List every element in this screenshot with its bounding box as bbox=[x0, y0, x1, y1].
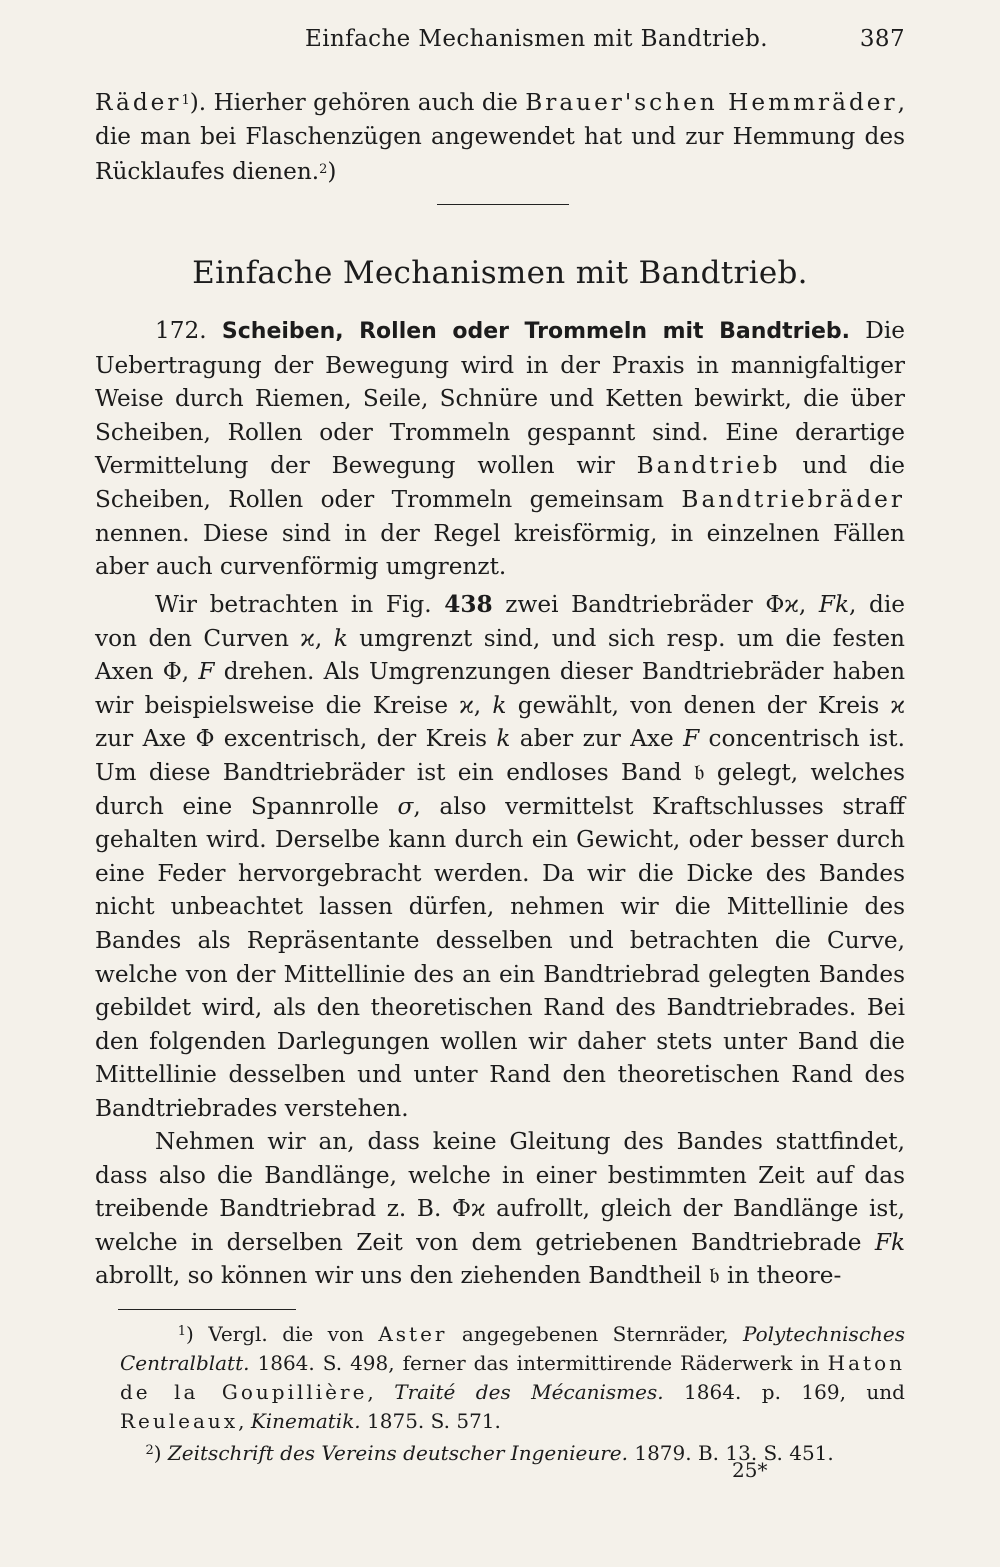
paragraph-number: 172. bbox=[155, 317, 207, 344]
term-bandtriebraeder: Bandtriebräder bbox=[681, 485, 905, 513]
paragraph-no-slip: Nehmen wir an, dass keine Gleitung des Bandes stattfindet, dass also die Bandlänge, welche in einer bestimmten Zeit auf das treibende Bandtriebrad z. B. Φϰ aufrollt, gleich der Bandlänge ist, welche in derselben Zeit von dem getriebenen Bandtriebrade Fk abrollt, so können wir uns den ziehenden Bandtheil 𝔟 in theore- bbox=[95, 1128, 905, 1290]
paragraph-172: 172. Scheiben, Rollen oder Trommeln mit Bandtrieb. Die Uebertragung der Bewegung wird in der Praxis in mannigfaltiger Weise durch Riemen, Seile, Schnüre und Ketten bewirkt, die über Scheiben, Rollen oder Trommeln gespannt sind. Eine derartige Vermittelung der Bewegung wollen wir Bandtrieb und die Scheiben, Rollen oder Trommeln gemeinsam Bandtriebräder nennen. Diese sind in der Regel kreisförmig, in einzelnen Fällen aber auch curvenförmig umgrenzt. bbox=[95, 317, 906, 581]
intro-paragraph: Räder$^1$). Hierher gehören auch die Brauer'schen Hemmräder, die man bei Flaschenzügen angewendet hat und zur Hemmung des Rücklaufes dienen.$^2$) bbox=[95, 89, 905, 186]
footnote-divider bbox=[118, 1309, 296, 1310]
footnote-1: $^1$) Vergl. die von Aster angegebenen Sternräder, Polytechnisches Centralblatt. 1864. S. 498, ferner das intermittirende Räderwerk in Haton de la Goupillière, Traité des Mécanismes. 1864. p. 169, und Reuleaux, Kinematik. 1875. S. 571. bbox=[120, 1322, 905, 1433]
printer-signature: 25* bbox=[732, 1458, 768, 1482]
paragraph-title: Scheiben, Rollen oder Trommeln mit Bandtrieb. bbox=[221, 319, 851, 344]
footnotes bbox=[120, 1317, 905, 1468]
footnote-ref: 1 bbox=[181, 93, 190, 108]
paragraph-fig-438: Wir betrachten in Fig. 438 zwei Bandtriebräder Φϰ, Fk, die von den Curven ϰ, k umgrenzt sind, und sich resp. um die festen Axen Φ, F drehen. Als Umgrenzungen dieser Bandtriebräder haben wir beispielsweise die Kreise ϰ, k gewählt, von denen der Kreis ϰ zur Axe Φ excentrisch, der Kreis k aber zur Axe F concentrisch ist. Um diese Bandtriebräder ist ein endloses Band 𝔟 gelegt, welches durch eine Spannrolle σ, also vermittelst Kraftschlusses straff gehalten wird. Derselbe kann durch ein Gewicht, oder besser durch eine Feder hervorgebracht werden. Da wir die Dicke des Bandes nicht unbeachtet lassen dürfen, nehmen wir die Mittellinie des Bandes als Repräsentante desselben und betrachten die Curve, welche von der Mittellinie des an ein Bandtriebrad gelegten Bandes gebildet wird, als den theoretischen Rand des Bandtriebrades. Bei den folgenden Darlegungen wollen wir daher stets unter Band die Mittellinie desselben und unter Rand den theoretischen Rand des Bandtriebrades verstehen. bbox=[95, 591, 905, 1122]
page-number: 387 bbox=[859, 26, 905, 52]
footnote-ref: 2 bbox=[319, 162, 328, 178]
running-title: Einfache Mechanismen mit Bandtrieb. bbox=[305, 26, 768, 52]
section-heading: Einfache Mechanismen mit Bandtrieb. bbox=[192, 255, 808, 291]
figure-reference: 438 bbox=[444, 591, 493, 618]
footnote-2: $^2$) Zeitschrift des Vereins deutscher Ingenieure. 1879. B. 13. S. 451. bbox=[145, 1441, 834, 1465]
section-divider bbox=[437, 204, 569, 205]
term-bandtrieb: Bandtrieb bbox=[636, 452, 781, 480]
